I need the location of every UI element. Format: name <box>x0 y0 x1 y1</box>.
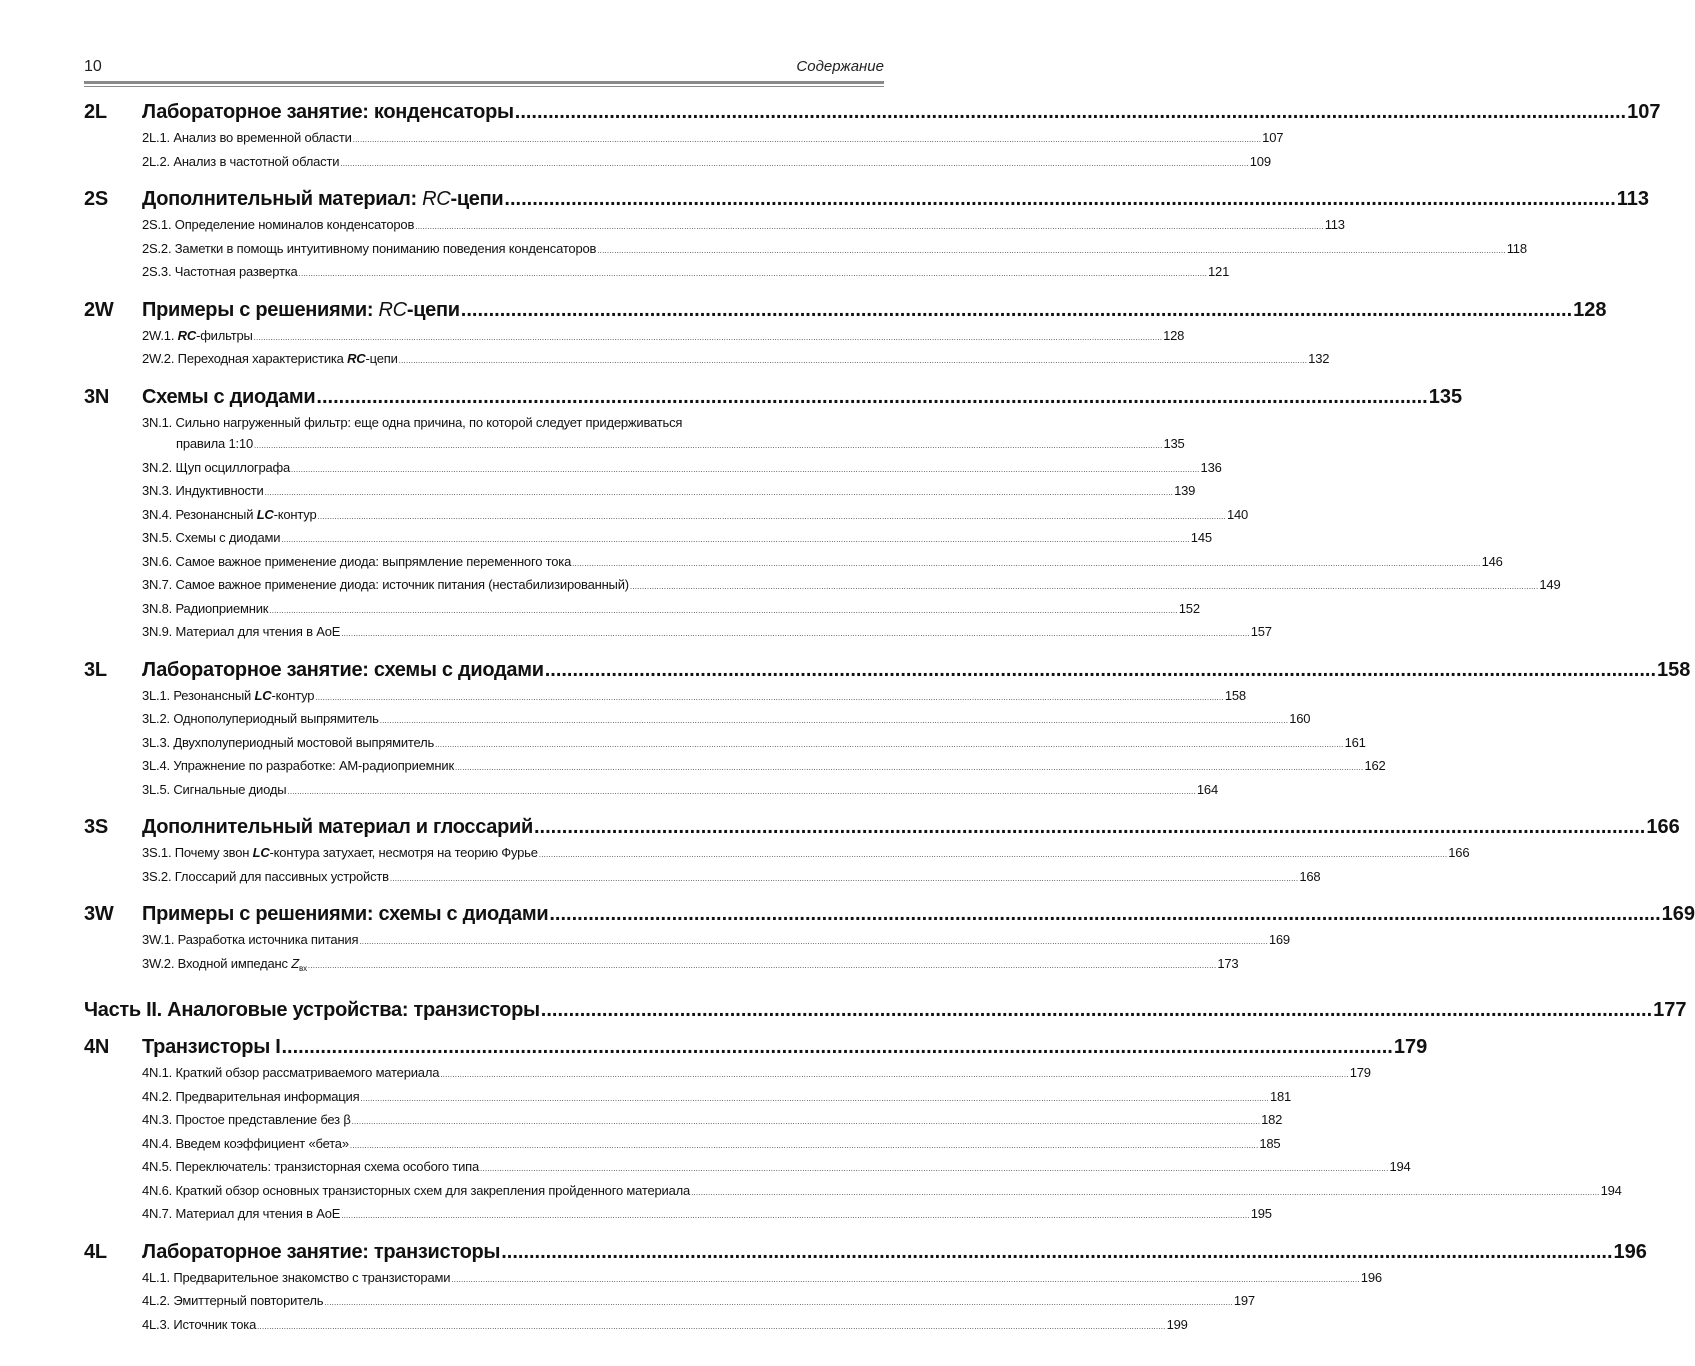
chapter-code: 4L <box>84 1240 107 1263</box>
section-title-line1: 3N.1. Сильно нагруженный фильтр: еще одна причина, по которой следует придерживаться <box>142 414 683 430</box>
dot-leader <box>341 1205 1250 1227</box>
section-page: 181 <box>1269 1088 1292 1104</box>
section-title: 3N.6. Самое важное применение диода: выпрямление переменного тока <box>142 553 572 569</box>
page-number: 10 <box>84 58 102 75</box>
dot-leader <box>691 1182 1600 1204</box>
dot-leader <box>451 1269 1360 1291</box>
section-page: 164 <box>1196 781 1218 797</box>
section-page: 158 <box>1224 687 1246 703</box>
section-page: 136 <box>1200 459 1222 475</box>
toc-section[interactable] <box>142 1133 1281 1157</box>
section-page: 182 <box>1261 1112 1283 1127</box>
section-title: 3N.4. Резонансный LC-контур <box>142 506 317 522</box>
toc-section[interactable] <box>142 598 1200 622</box>
section-page: 157 <box>1250 624 1272 639</box>
toc-section[interactable] <box>142 527 1212 551</box>
dot-leader <box>539 844 1448 866</box>
section-list <box>142 325 1330 372</box>
section-title: 4N.1. Краткий обзор рассматриваемого материала <box>142 1065 440 1080</box>
section-page: 140 <box>1226 506 1249 522</box>
chapter-title: Примеры с решениями: схемы с диодами <box>142 903 549 925</box>
section-title: 4N.4. Введем коэффициент «бета» <box>142 1135 349 1151</box>
dot-leader <box>435 734 1344 756</box>
section-title: 2S.1. Определение номиналов конденсаторов <box>142 217 415 232</box>
toc-chapter-3S[interactable] <box>84 816 1680 839</box>
section-title: 3N.9. Материал для чтения в AoE <box>142 624 341 639</box>
toc-chapter-3W[interactable] <box>84 903 1695 926</box>
section-page: 162 <box>1364 758 1386 773</box>
section-page: 145 <box>1190 530 1212 545</box>
section-page: 196 <box>1360 1269 1382 1285</box>
dot-leader <box>549 903 1660 926</box>
chapter-code: 3N <box>84 385 109 408</box>
chapter-page: 158 <box>1657 658 1691 681</box>
dot-leader <box>287 781 1196 803</box>
dot-leader <box>597 240 1506 262</box>
header-rule-thick <box>84 81 884 84</box>
section-title: 2W.1. RC-фильтры <box>142 327 253 343</box>
toc-chapter-2W[interactable] <box>84 298 1607 322</box>
dot-leader <box>265 482 1174 504</box>
dot-leader <box>399 350 1308 372</box>
toc-section[interactable] <box>142 929 1290 953</box>
dot-leader <box>501 1241 1612 1264</box>
toc-section[interactable] <box>142 1314 1188 1338</box>
section-page: 139 <box>1174 483 1196 498</box>
section-list <box>142 127 1284 174</box>
dot-leader <box>352 1111 1261 1133</box>
section-title: 4N.2. Предварительная информация <box>142 1088 360 1104</box>
dot-leader <box>353 129 1262 151</box>
toc-section[interactable] <box>142 127 1284 151</box>
part-title: Часть II. Аналоговые устройства: транзисторы <box>84 999 540 1021</box>
dot-leader <box>299 263 1208 285</box>
dot-leader <box>257 1316 1166 1338</box>
impedance-subscript: вх <box>299 963 307 973</box>
dot-leader <box>291 459 1200 481</box>
section-page: 118 <box>1506 240 1527 256</box>
toc-section[interactable] <box>142 1109 1283 1133</box>
chapter-code: 2W <box>84 298 114 321</box>
section-title: 2L.2. Анализ в частотной области <box>142 153 340 169</box>
section-page: 107 <box>1262 130 1284 145</box>
chapter-title: Лабораторное занятие: схемы с диодами <box>142 658 544 681</box>
dot-leader <box>380 710 1289 732</box>
section-page: 128 <box>1163 327 1185 343</box>
section-page: 152 <box>1178 600 1200 616</box>
toc-section[interactable] <box>142 348 1330 372</box>
dot-leader <box>360 1088 1269 1110</box>
running-title: Содержание <box>796 58 884 75</box>
dot-leader <box>440 1064 1349 1086</box>
section-title: 3W.2. Входной импеданс $Z_{вх}$ <box>142 955 307 973</box>
dot-leader <box>541 999 1652 1022</box>
toc-section[interactable] <box>142 732 1366 756</box>
part-page: 177 <box>1653 999 1687 1021</box>
dot-leader <box>269 600 1178 622</box>
toc-section[interactable] <box>142 480 1196 504</box>
toc-section[interactable] <box>142 755 1386 779</box>
toc-section[interactable] <box>142 1180 1622 1204</box>
dot-leader <box>316 386 1427 409</box>
toc-section[interactable] <box>142 325 1185 349</box>
chapter-page: 179 <box>1393 1036 1428 1058</box>
toc-section[interactable] <box>142 1290 1255 1314</box>
dot-leader <box>390 868 1299 890</box>
section-page: 179 <box>1349 1065 1371 1080</box>
toc-section[interactable] <box>142 261 1230 285</box>
dot-leader <box>317 506 1226 528</box>
section-title: 3N.5. Схемы с диодами <box>142 530 281 545</box>
dot-leader <box>315 687 1224 709</box>
section-list <box>142 1062 1622 1227</box>
toc-chapter-4L[interactable] <box>84 1240 1647 1264</box>
chapter-title: Дополнительный материал и глоссарий <box>142 816 533 838</box>
section-title: 3S.1. Почему звон LC-контура затухает, несмотря на теорию Фурье <box>142 845 538 860</box>
chapter-page: 128 <box>1573 298 1607 321</box>
toc-section[interactable] <box>142 1267 1382 1291</box>
dot-leader <box>572 553 1481 575</box>
toc-section[interactable] <box>142 779 1218 803</box>
dot-leader <box>254 327 1163 349</box>
chapter-title: Лабораторное занятие: конденсаторы <box>142 101 514 123</box>
toc-section[interactable] <box>142 238 1527 262</box>
section-page: 161 <box>1344 734 1366 750</box>
toc-section[interactable] <box>142 842 1470 866</box>
section-page: 160 <box>1289 711 1311 726</box>
toc-page <box>84 56 1695 1337</box>
impedance-symbol: Z <box>291 955 300 971</box>
section-page: 168 <box>1299 868 1321 884</box>
chapter-code: 2S <box>84 188 108 210</box>
section-title: 3N.2. Щуп осциллографа <box>142 459 291 475</box>
section-list <box>142 412 1561 645</box>
toc-section[interactable] <box>142 1203 1272 1227</box>
dot-leader <box>254 435 1163 457</box>
section-page: 173 <box>1217 955 1239 971</box>
dot-leader <box>545 659 1656 682</box>
section-page: 121 <box>1208 264 1230 279</box>
section-title: 3S.2. Глоссарий для пассивных устройств <box>142 868 389 884</box>
toc-section[interactable] <box>142 621 1272 645</box>
section-page: 135 <box>1163 436 1185 451</box>
section-title: 2S.2. Заметки в помощь интуитивному пониманию поведения конденсаторов <box>142 240 597 256</box>
dot-leader <box>480 1158 1389 1180</box>
chapter-page: 166 <box>1646 816 1680 838</box>
chapter-page: 169 <box>1661 903 1695 925</box>
dot-leader <box>630 576 1539 598</box>
chapter-title: Схемы с диодами <box>142 385 316 408</box>
section-title: 3L.3. Двухполупериодный мостовой выпрямитель <box>142 734 435 750</box>
section-title: 3L.4. Упражнение по разработке: АМ-радиоприемник <box>142 758 454 773</box>
section-title: 4L.2. Эмиттерный повторитель <box>142 1293 324 1308</box>
section-page: 109 <box>1249 153 1271 169</box>
section-title-line2: правила 1:10 <box>176 436 253 451</box>
toc-section[interactable] <box>142 1156 1411 1180</box>
dot-leader <box>340 153 1249 175</box>
dot-leader <box>324 1292 1233 1314</box>
header-rule-thin <box>84 86 884 87</box>
dot-leader <box>461 299 1572 322</box>
section-title: 3N.8. Радиоприемник <box>142 600 269 616</box>
running-head <box>84 56 884 78</box>
section-page: 194 <box>1600 1182 1622 1198</box>
section-title: 2L.1. Анализ во временной области <box>142 130 352 145</box>
dot-leader <box>415 216 1324 238</box>
section-page: 185 <box>1259 1135 1281 1151</box>
toc-section[interactable] <box>142 151 1271 175</box>
toc-section[interactable] <box>142 412 1185 457</box>
section-page: 195 <box>1250 1206 1272 1221</box>
chapter-page: 135 <box>1428 385 1463 408</box>
chapter-title: Примеры с решениями: RC-цепи <box>142 298 460 321</box>
section-page: 199 <box>1166 1316 1188 1332</box>
section-title: 3W.1. Разработка источника питания <box>142 932 359 947</box>
toc-section[interactable] <box>142 457 1222 481</box>
dot-leader <box>455 757 1364 779</box>
chapter-title: Дополнительный материал: RC-цепи <box>142 188 504 210</box>
section-list <box>142 929 1290 979</box>
section-list <box>142 842 1470 889</box>
toc-section[interactable] <box>142 1062 1371 1086</box>
section-title: 4N.6. Краткий обзор основных транзисторных схем для закрепления пройденного материала <box>142 1182 691 1198</box>
dot-leader <box>504 188 1615 211</box>
section-title: 2W.2. Переходная характеристика RC-цепи <box>142 351 398 366</box>
chapter-page: 196 <box>1613 1240 1647 1263</box>
chapter-title: Лабораторное занятие: транзисторы <box>142 1240 501 1263</box>
section-page: 194 <box>1389 1159 1411 1174</box>
section-list <box>142 685 1386 803</box>
toc-chapter-3N[interactable] <box>84 385 1463 409</box>
section-page: 146 <box>1481 553 1503 569</box>
section-title: 4N.5. Переключатель: транзисторная схема особого типа <box>142 1159 479 1174</box>
chapter-title: Транзисторы I <box>142 1036 281 1058</box>
section-list <box>142 214 1527 285</box>
section-title: 3L.5. Сигнальные диоды <box>142 781 287 797</box>
toc-chapter-4N[interactable] <box>84 1036 1428 1059</box>
dot-leader <box>515 101 1626 124</box>
section-page: 197 <box>1233 1293 1255 1308</box>
chapter-code: 3S <box>84 816 108 838</box>
section-title: 3N.3. Индуктивности <box>142 483 264 498</box>
dot-leader <box>359 931 1268 953</box>
section-page: 149 <box>1539 577 1561 592</box>
toc-section[interactable] <box>142 953 1239 980</box>
section-title: 4N.7. Материал для чтения в AoE <box>142 1206 341 1221</box>
dot-leader <box>308 955 1217 977</box>
dot-leader <box>350 1135 1259 1157</box>
dot-leader <box>341 623 1250 645</box>
chapter-code: 3W <box>84 903 114 925</box>
chapter-code: 2L <box>84 101 107 123</box>
section-page: 169 <box>1268 932 1290 947</box>
section-title: 3N.7. Самое важное применение диода: источник питания (нестабилизированный) <box>142 577 629 592</box>
section-page: 132 <box>1308 351 1330 366</box>
section-page: 113 <box>1324 217 1345 232</box>
toc-section[interactable] <box>142 1086 1292 1110</box>
chapter-page: 113 <box>1616 188 1650 210</box>
chapter-code: 3L <box>84 658 107 681</box>
toc-chapter-3L[interactable] <box>84 658 1691 682</box>
section-title: 4L.1. Предварительное знакомство с транзисторами <box>142 1269 451 1285</box>
toc-section[interactable] <box>142 685 1246 709</box>
dot-leader <box>534 816 1645 839</box>
section-list <box>142 1267 1382 1338</box>
section-title: 2S.3. Частотная развертка <box>142 264 298 279</box>
section-title: 4L.3. Источник тока <box>142 1316 257 1332</box>
section-title: 3L.1. Резонансный LC-контур <box>142 687 315 703</box>
section-title: 4N.3. Простое представление без β <box>142 1112 351 1127</box>
dot-leader <box>281 529 1190 551</box>
toc-section[interactable] <box>142 866 1321 890</box>
toc-section[interactable] <box>142 214 1345 238</box>
chapter-page: 107 <box>1627 101 1661 123</box>
toc-section[interactable] <box>142 504 1249 528</box>
dot-leader <box>282 1036 1393 1059</box>
toc-section[interactable] <box>142 708 1311 732</box>
section-title: 3L.2. Однополупериодный выпрямитель <box>142 711 379 726</box>
toc-section[interactable] <box>142 574 1561 598</box>
chapter-code: 4N <box>84 1036 109 1058</box>
toc-chapter-2L[interactable] <box>84 101 1661 124</box>
toc-section[interactable] <box>142 551 1503 575</box>
section-page: 166 <box>1448 845 1470 860</box>
toc-part-2[interactable] <box>84 999 1687 1022</box>
toc-chapter-2S[interactable] <box>84 188 1650 211</box>
